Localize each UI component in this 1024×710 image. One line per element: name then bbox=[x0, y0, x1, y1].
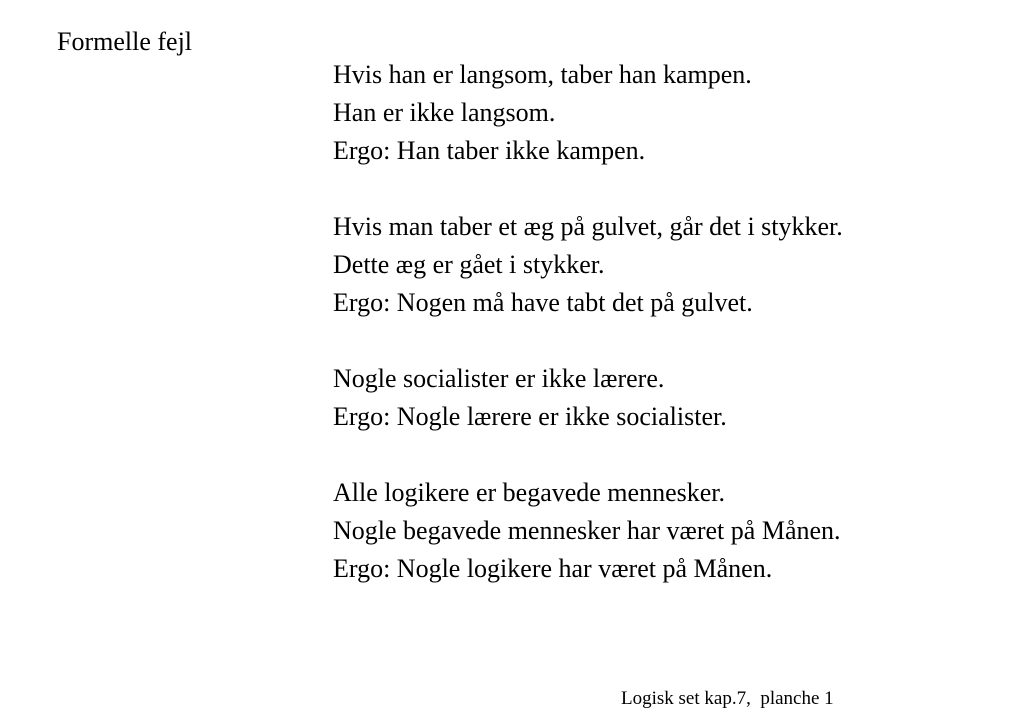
argument-3 bbox=[333, 360, 843, 436]
page-title: Formelle fejl bbox=[57, 27, 193, 56]
conclusion: Ergo: Nogle lærere er ikke socialister. bbox=[333, 402, 727, 431]
page-footer: Logisk set kap.7, planche 1 bbox=[621, 688, 834, 709]
premise-2: Han er ikke langsom. bbox=[333, 98, 556, 127]
premise-1: Nogle socialister er ikke lærere. bbox=[333, 364, 665, 393]
conclusion: Ergo: Nogle logikere har været på Månen. bbox=[333, 554, 773, 583]
premise-2: Dette æg er gået i stykker. bbox=[333, 250, 605, 279]
argument-1 bbox=[333, 56, 843, 170]
argument-2 bbox=[333, 208, 843, 322]
premise-1: Hvis han er langsom, taber han kampen. bbox=[333, 60, 752, 89]
premise-2: Nogle begavede mennesker har været på Månen. bbox=[333, 516, 841, 545]
premise-1: Hvis man taber et æg på gulvet, går det i stykker. bbox=[333, 212, 843, 241]
argument-4 bbox=[333, 474, 843, 588]
conclusion: Ergo: Nogen må have tabt det på gulvet. bbox=[333, 288, 753, 317]
conclusion: Ergo: Han taber ikke kampen. bbox=[333, 136, 646, 165]
arguments-list bbox=[333, 56, 843, 626]
premise-1: Alle logikere er begavede mennesker. bbox=[333, 478, 725, 507]
